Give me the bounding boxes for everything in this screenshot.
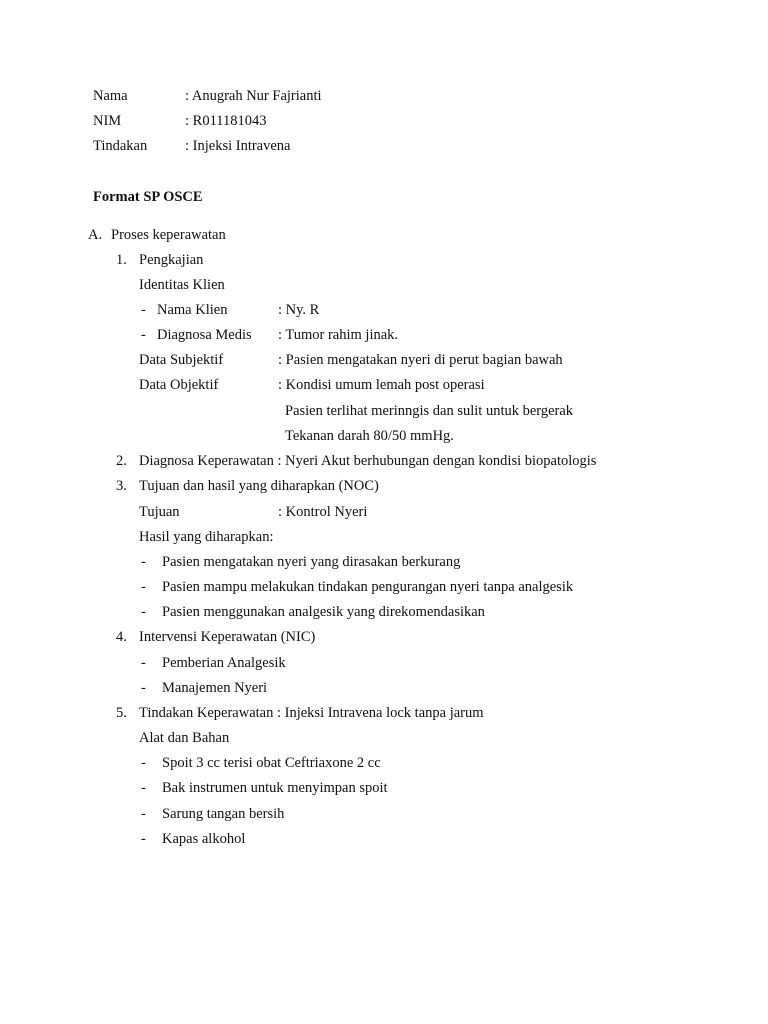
tindakan-label: Tindakan — [93, 138, 148, 154]
bullet-dash: - — [141, 604, 146, 620]
hasil-label: Hasil yang diharapkan: — [139, 529, 274, 545]
bullet-dash: - — [141, 680, 146, 696]
document-title: Format SP OSCE — [93, 189, 203, 205]
nim-value: : R011181043 — [185, 113, 267, 129]
bullet-dash: - — [141, 806, 146, 822]
diagnosa-keperawatan: Diagnosa Keperawatan : Nyeri Akut berhubungan dengan kondisi biopatologis — [139, 453, 597, 469]
tujuan-label: Tujuan — [139, 504, 180, 520]
pengkajian-label: Pengkajian — [139, 252, 204, 268]
nim-label: NIM — [93, 113, 122, 129]
intervensi-heading: Intervensi Keperawatan (NIC) — [139, 629, 316, 645]
bullet-dash: - — [141, 302, 146, 318]
data-subjektif-value: : Pasien mengatakan nyeri di perut bagian bawah — [278, 352, 563, 368]
data-objektif-value-3: Tekanan darah 80/50 mmHg. — [285, 428, 454, 444]
nama-value: : Anugrah Nur Fajrianti — [185, 88, 322, 104]
bullet-dash: - — [141, 554, 146, 570]
list-item: Pasien mengatakan nyeri yang dirasakan berkurang — [162, 554, 461, 570]
identitas-klien-label: Identitas Klien — [139, 277, 225, 293]
data-subjektif-label: Data Subjektif — [139, 352, 224, 368]
bullet-dash: - — [141, 579, 146, 595]
data-objektif-value-1: : Kondisi umum lemah post operasi — [278, 377, 485, 393]
item-4-number: 4. — [116, 629, 127, 645]
tujuan-value: : Kontrol Nyeri — [278, 504, 368, 520]
item-3-number: 3. — [116, 478, 127, 494]
list-item: Sarung tangan bersih — [162, 806, 285, 822]
data-objektif-label: Data Objektif — [139, 377, 219, 393]
nama-klien-value: : Ny. R — [278, 302, 320, 318]
bullet-dash: - — [141, 327, 146, 343]
bullet-dash: - — [141, 755, 146, 771]
list-item: Pemberian Analgesik — [162, 655, 286, 671]
list-item: Pasien menggunakan analgesik yang direkomendasikan — [162, 604, 485, 620]
bullet-dash: - — [141, 655, 146, 671]
item-5-number: 5. — [116, 705, 127, 721]
list-item: Manajemen Nyeri — [162, 680, 268, 696]
nama-label: Nama — [93, 88, 128, 104]
list-item: Spoit 3 cc terisi obat Ceftriaxone 2 cc — [162, 755, 381, 771]
bullet-dash: - — [141, 780, 146, 796]
list-item: Kapas alkohol — [162, 831, 246, 847]
list-item: Pasien mampu melakukan tindakan pengurangan nyeri tanpa analgesik — [162, 579, 574, 595]
data-objektif-value-2: Pasien terlihat merinngis dan sulit untuk bergerak — [285, 403, 574, 419]
section-a-marker: A. — [88, 227, 103, 243]
section-a-label: Proses keperawatan — [111, 227, 226, 243]
diagnosa-medis-label: Diagnosa Medis — [157, 327, 252, 343]
item-1-number: 1. — [116, 252, 127, 268]
nama-klien-label: Nama Klien — [157, 302, 228, 318]
tindakan-value: : Injeksi Intravena — [185, 138, 291, 154]
alat-bahan-label: Alat dan Bahan — [139, 730, 230, 746]
item-2-number: 2. — [116, 453, 127, 469]
tindakan-heading: Tindakan Keperawatan : Injeksi Intravena lock tanpa jarum — [139, 705, 484, 721]
diagnosa-medis-value: : Tumor rahim jinak. — [278, 327, 399, 343]
list-item: Bak instrumen untuk menyimpan spoit — [162, 780, 388, 796]
bullet-dash: - — [141, 831, 146, 847]
tujuan-heading: Tujuan dan hasil yang diharapkan (NOC) — [139, 478, 379, 494]
